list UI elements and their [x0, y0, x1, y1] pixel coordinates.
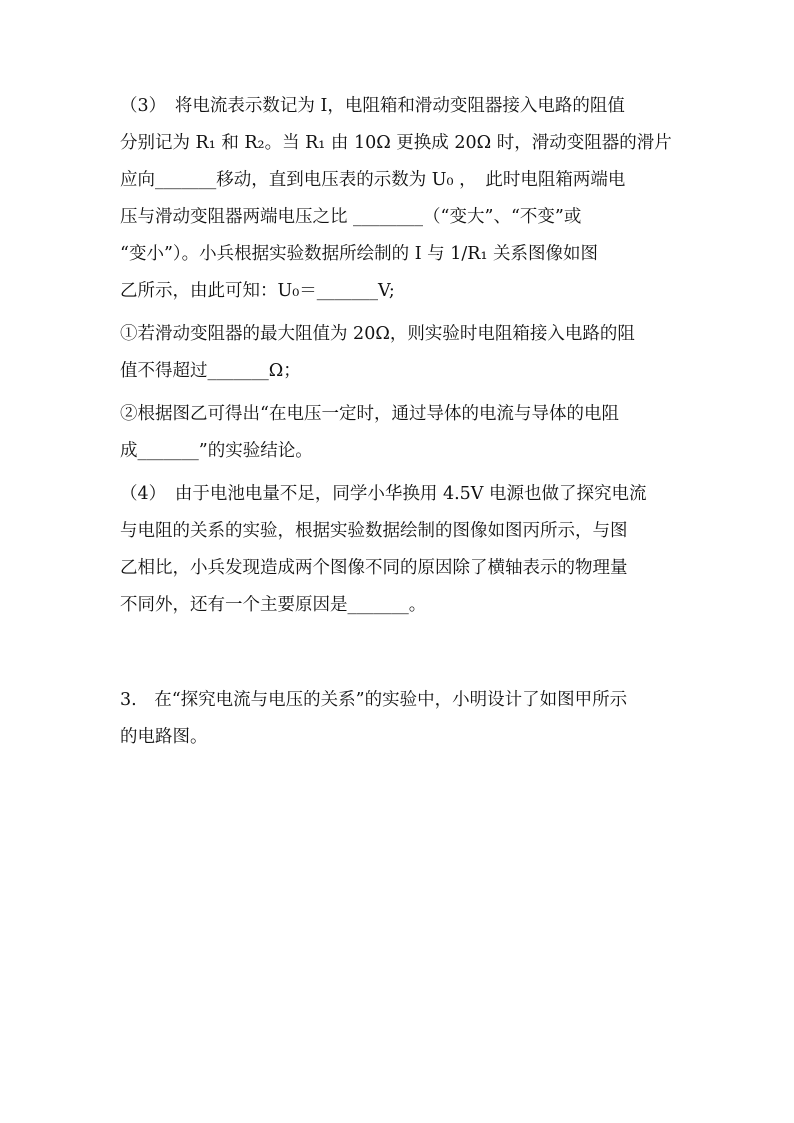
sub-question-2: [120, 396, 680, 470]
text-line: 乙相比，小兵发现造成两个图像不同的原因除了横轴表示的物理量: [120, 558, 628, 578]
text-line: ①若滑动变阻器的最大阻值为 20Ω，则实验时电阻箱接入电路的阻: [120, 324, 635, 344]
sub-question-1: [120, 316, 680, 390]
text-line: 应向_______移动，直到电压表的示数为 U₀ ， 此时电阻箱两端电: [120, 170, 626, 190]
question-3: [120, 682, 680, 756]
text-line: 的电路图。: [120, 727, 208, 747]
text-line: 3. 在“探究电流与电压的关系”的实验中，小明设计了如图甲所示: [120, 690, 628, 710]
text-line: ②根据图乙可得出“在电压一定时，通过导体的电流与导体的电阻: [120, 404, 619, 424]
question-3-part-4: [120, 476, 680, 624]
text-line: 分别记为 R₁ 和 R₂。当 R₁ 由 10Ω 更换成 20Ω 时，滑动变阻器的滑片: [120, 133, 672, 153]
text-line: 压与滑动变阻器两端电压之比 ________（“变大”、“不变”或: [120, 207, 582, 227]
text-line: “变小”）。小兵根据实验数据所绘制的 I 与 1/R₁ 关系图像如图: [120, 244, 599, 264]
question-3-part-3: [120, 88, 680, 310]
text-line: 与电阻的关系的实验，根据实验数据绘制的图像如图丙所示，与图: [120, 521, 628, 541]
text-line: 不同外，还有一个主要原因是_______。: [120, 595, 427, 615]
text-line: 乙所示，由此可知：U₀＝_______V;: [120, 281, 395, 301]
text-line: （4） 由于电池电量不足，同学小华换用 4.5V 电源也做了探究电流: [120, 484, 647, 504]
text-line: （3） 将电流表示数记为 I，电阻箱和滑动变阻器接入电路的阻值: [120, 96, 625, 116]
text-line: 值不得超过_______Ω；: [120, 361, 301, 381]
text-line: 成_______”的实验结论。: [120, 441, 313, 461]
document-body: [120, 88, 680, 756]
